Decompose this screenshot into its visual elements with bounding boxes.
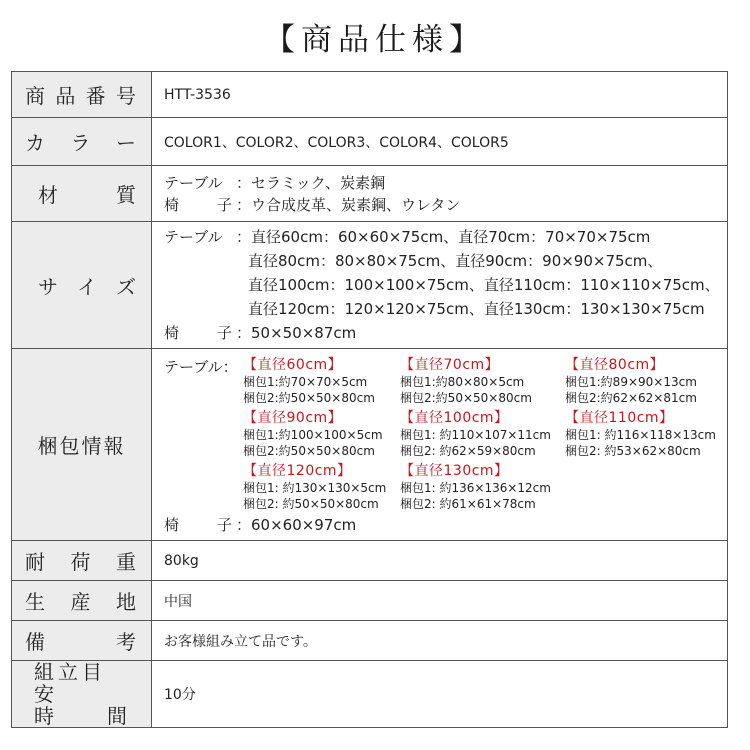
value-material: テーブル ：セラミック、炭素鋼 椅 子 ：ウ合成皮革、炭素鋼、ウレタン [152,166,728,222]
row-notes [12,621,728,661]
spec-table [11,71,728,728]
packing-block: 【直径100cm】 梱包1: 約110×107×11cm 梱包2: 約62×59×80cm [400,409,551,458]
label-packing: 梱包情報 [12,349,152,541]
label-notes: 備 考 [12,621,152,661]
value-load: 80kg [152,541,728,581]
packing-block: 【直径70cm】 梱包1:約80×80×5cm 梱包2:約50×50×80cm [400,356,532,405]
packing-block: 【直径110cm】 梱包1: 約116×118×13cm 梱包2: 約53×62×80cm [565,409,716,458]
value-assembly-time: 10分 [152,661,728,728]
label-origin: 生 産 地 [12,581,152,621]
row-size [12,222,728,349]
packing-block: 【直径60cm】 梱包1:約70×70×5cm 梱包2:約50×50×80cm [243,356,375,405]
value-notes: お客様組み立て品です。 [152,621,728,661]
row-origin [12,581,728,621]
row-material [12,166,728,222]
row-load [12,541,728,581]
value-product-number: HTT-3536 [152,72,728,118]
value-size: テーブル ：直径60cm：60×60×75cm、直径70cm：70×70×75cm 直径80cm：80×80×75cm、直径90cm：90×90×75cm、 直径100cm：100×100×75cm、直径110cm：110×110×75cm、 直径120cm：120×120×75cm、直径130cm：130×130×75cm 椅 子 ：50×50×87cm [152,222,728,349]
label-load: 耐 荷 重 [12,541,152,581]
value-origin: 中国 [152,581,728,621]
page-title: 【商品仕様】 [264,22,486,58]
packing-block: 【直径80cm】 梱包1:約89×90×13cm 梱包2:約62×62×81cm [565,356,697,405]
packing-block: 【直径130cm】 梱包1: 約136×136×12cm 梱包2: 約61×61×78cm [400,462,551,511]
packing-block: 【直径90cm】 梱包1:約100×100×5cm 梱包2:約50×50×80cm [243,409,383,458]
row-product-number [12,72,728,118]
label-material: 材 質 [12,166,152,222]
label-size: サ イ ズ [12,222,152,349]
label-assembly-time: 組立目安 時 間 [12,661,152,728]
row-assembly-time [12,661,728,728]
value-color: COLOR1、COLOR2、COLOR3、COLOR4、COLOR5 [152,118,728,166]
value-packing [152,349,728,541]
row-color [12,118,728,166]
packing-block: 【直径120cm】 梱包1: 約130×130×5cm 梱包2: 約50×50×80cm [243,462,387,511]
row-packing [12,349,728,541]
label-product-number: 商 品 番 号 [12,72,152,118]
label-color: カ ラ ー [12,118,152,166]
packing-chair: 椅 子 ：60×60×97cm [164,515,357,534]
packing-table-label: テーブル： [164,357,238,376]
